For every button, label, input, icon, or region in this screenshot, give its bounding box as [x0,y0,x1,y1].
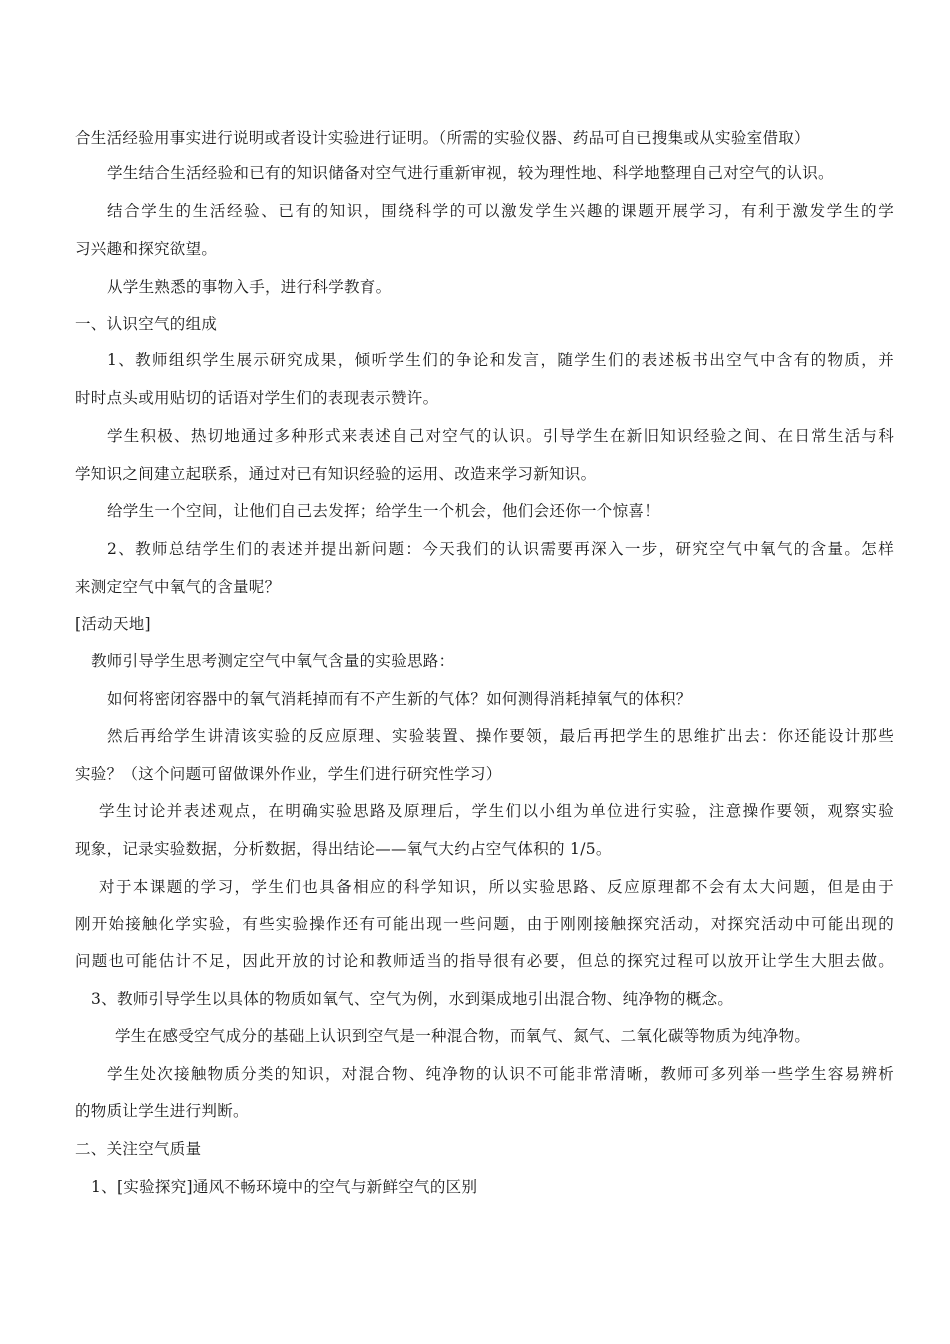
paragraph-line: 刚开始接触化学实验，有些实验操作还有可能出现一些问题，由于刚刚接触探究活动，对探究活动中可能出现的 [75,915,894,933]
paragraph-line: 结合学生的生活经验、已有的知识，围绕科学的可以激发学生兴趣的课题开展学习，有利于激发学生的学 [107,202,894,220]
paragraph-line: 学生在感受空气成分的基础上认识到空气是一种混合物，而氧气、氮气、二氧化碳等物质为纯净物。 [115,1027,811,1045]
paragraph-line: 习兴趣和探究欲望。 [75,240,218,258]
paragraph-line: 时时点头或用贴切的话语对学生们的表现表示赞许。 [75,389,439,407]
paragraph-line: 现象，记录实验数据，分析数据，得出结论——氧气大约占空气体积的 1/5。 [75,840,612,858]
paragraph-line: 问题也可能估计不足，因此开放的讨论和教师适当的指导很有必要，但总的探究过程可以放开让学生大胆去做。 [75,952,894,970]
paragraph-line: 学生积极、热切地通过多种形式来表述自己对空气的认识。引导学生在新旧知识经验之间、在日常生活与科 [107,427,894,445]
paragraph-line: 来测定空气中氧气的含量呢？ [75,578,281,596]
paragraph-line: 合生活经验用事实进行说明或者设计实验进行证明。（所需的实验仪器、药品可自已搜集或从实验室借取） [75,129,810,147]
paragraph-line: 学生讨论并表述观点，在明确实验思路及原理后，学生们以小组为单位进行实验，注意操作要领，观察实验 [99,802,894,820]
paragraph-line: 如何将密闭容器中的氧气消耗掉而有不产生新的气体？如何测得消耗掉氧气的体积？ [107,690,692,708]
paragraph-line: 教师引导学生思考测定空气中氧气含量的实验思路： [91,652,455,670]
paragraph-line: 学知识之间建立起联系，通过对已有知识经验的运用、改造来学习新知识。 [75,465,597,483]
paragraph-line: 的物质让学生进行判断。 [75,1102,249,1120]
paragraph-line: 学生处次接触物质分类的知识，对混合物、纯净物的认识不可能非常清晰，教师可多列举一些学生容易辨析 [107,1065,894,1083]
paragraph-line: 从学生熟悉的事物入手，进行科学教育。 [107,278,392,296]
paragraph-line: 然后再给学生讲清该实验的反应原理、实验装置、操作要领，最后再把学生的思维扩出去：你还能设计那些 [107,727,894,745]
paragraph-line: 学生结合生活经验和已有的知识储备对空气进行重新审视，较为理性地、科学地整理自己对空气的认识。 [107,164,834,182]
paragraph-line: 3、教师引导学生以具体的物质如氧气、空气为例，水到渠成地引出混合物、纯净物的概念。 [91,990,734,1008]
activity-heading: [活动天地] [75,615,151,633]
paragraph-line: 2、教师总结学生们的表述并提出新问题：今天我们的认识需要再深入一步，研究空气中氧气的含量。怎样 [107,540,894,558]
paragraph-line: 给学生一个空间，让他们自己去发挥；给学生一个机会，他们会还你一个惊喜！ [107,502,661,520]
paragraph-line: 1、教师组织学生展示研究成果，倾听学生们的争论和发言，随学生们的表述板书出空气中含有的物质，并 [107,351,894,369]
paragraph-line: 1、[实验探究]通风不畅环境中的空气与新鲜空气的区别 [91,1178,478,1196]
section-heading: 二、关注空气质量 [75,1140,202,1158]
paragraph-line: 实验？（这个问题可留做课外作业，学生们进行研究性学习） [75,765,502,783]
paragraph-line: 对于本课题的学习，学生们也具备相应的科学知识，所以实验思路、反应原理都不会有太大问题，但是由于 [99,878,894,896]
section-heading: 一、认识空气的组成 [75,315,218,333]
